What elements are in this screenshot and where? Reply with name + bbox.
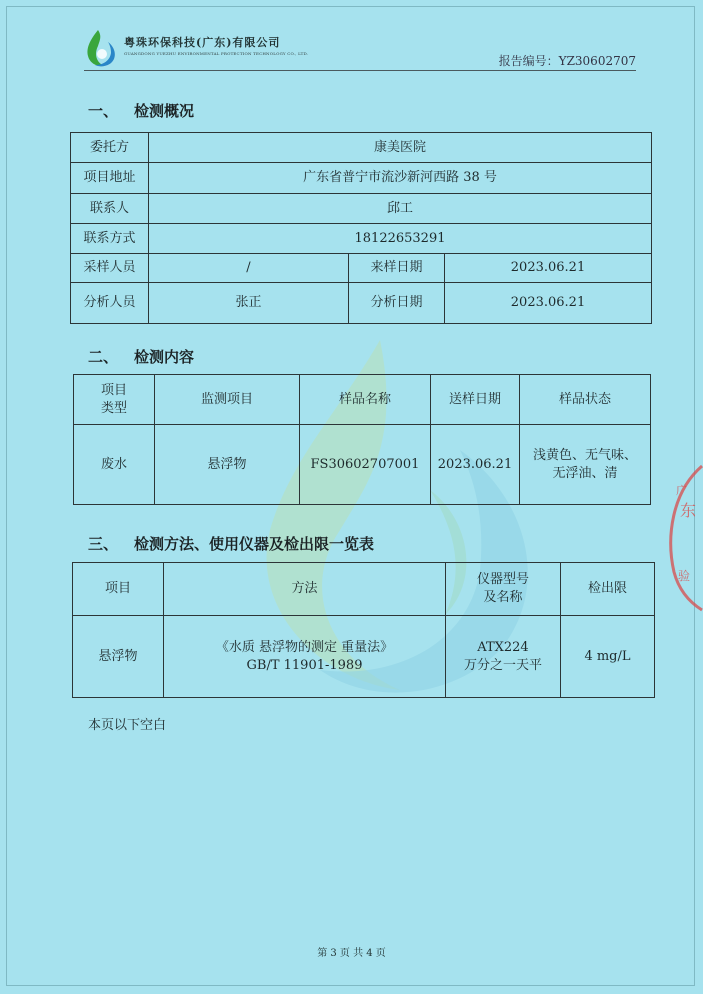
sampler-label: 采样人员: [71, 254, 149, 283]
section-1-number: 一、: [88, 102, 119, 120]
header-sample-name: 样品名称: [300, 375, 431, 425]
company-name-english: GUANGDONG YUEZHU ENVIRONMENTAL PROTECTION TECHNOLOGY CO., LTD.: [124, 51, 309, 56]
address-value: 广东省普宁市流沙新河西路 38 号: [149, 163, 652, 194]
monitor-item-value: 悬浮物: [155, 425, 300, 505]
client-label: 委托方: [71, 133, 149, 163]
overview-table: [70, 132, 652, 324]
company-name: 粤珠环保科技(广东)有限公司: [124, 36, 281, 49]
stamp-char-3: 验: [678, 569, 691, 583]
section-3-title: 检测方法、使用仪器及检出限一览表: [134, 535, 375, 553]
page-header: [84, 24, 636, 70]
header-detection-limit: 检出限: [561, 563, 655, 616]
header-item: 项目: [73, 563, 164, 616]
analysis-date-label: 分析日期: [349, 283, 445, 324]
receive-date-value: 2023.06.21: [445, 254, 652, 283]
header-project-type: 项目 类型: [74, 375, 155, 425]
phone-label: 联系方式: [71, 224, 149, 254]
report-number: 报告编号：YZ30602707: [498, 54, 636, 68]
header-delivery-date: 送样日期: [431, 375, 520, 425]
analyst-value: 张正: [149, 283, 349, 324]
header-divider: [84, 70, 636, 71]
table-row: [71, 283, 652, 324]
contact-value: 邱工: [149, 194, 652, 224]
delivery-date-value: 2023.06.21: [431, 425, 520, 505]
header-sample-state: 样品状态: [520, 375, 651, 425]
partial-seal-stamp: [662, 462, 703, 612]
header-instrument: 仪器型号 及名称: [446, 563, 561, 616]
section-3-heading: [88, 533, 374, 554]
analysis-date-value: 2023.06.21: [445, 283, 652, 324]
stamp-char-1: 广: [676, 484, 687, 497]
section-2-heading: [88, 346, 194, 367]
section-1-heading: [88, 100, 194, 121]
section-2-title: 检测内容: [134, 348, 195, 366]
sample-state-value: 浅黄色、无气味、 无浮油、清: [520, 425, 651, 505]
table-row: [71, 163, 652, 194]
table-header-row: [74, 375, 651, 425]
table-row: [74, 425, 651, 505]
table-row: [71, 194, 652, 224]
blank-below-note: 本页以下空白: [88, 718, 167, 733]
section-3-number: 三、: [88, 535, 119, 553]
stamp-char-2: 东: [680, 501, 697, 520]
receive-date-label: 来样日期: [349, 254, 445, 283]
item-value: 悬浮物: [73, 616, 164, 698]
table-row: [73, 616, 655, 698]
table-row: [71, 133, 652, 163]
instrument-value: ATX224 万分之一天平: [446, 616, 561, 698]
client-value: 康美医院: [149, 133, 652, 163]
sampler-value: /: [149, 254, 349, 283]
contact-label: 联系人: [71, 194, 149, 224]
content-table: [73, 374, 651, 505]
analyst-label: 分析人员: [71, 283, 149, 324]
page-footer: 第 3 页 共 4 页: [317, 948, 386, 959]
method-value: 《水质 悬浮物的测定 重量法》 GB/T 11901-1989: [164, 616, 446, 698]
project-type-value: 废水: [74, 425, 155, 505]
section-2-number: 二、: [88, 348, 119, 366]
header-method: 方法: [164, 563, 446, 616]
phone-value: 18122653291: [149, 224, 652, 254]
section-1-title: 检测概况: [134, 102, 195, 120]
table-row: [71, 224, 652, 254]
detection-limit-value: 4 mg/L: [561, 616, 655, 698]
table-header-row: [73, 563, 655, 616]
address-label: 项目地址: [71, 163, 149, 194]
header-monitor-item: 监测项目: [155, 375, 300, 425]
sample-name-value: FS30602707001: [300, 425, 431, 505]
table-row: [71, 254, 652, 283]
method-table: [72, 562, 655, 698]
company-logo-icon: [84, 28, 118, 68]
